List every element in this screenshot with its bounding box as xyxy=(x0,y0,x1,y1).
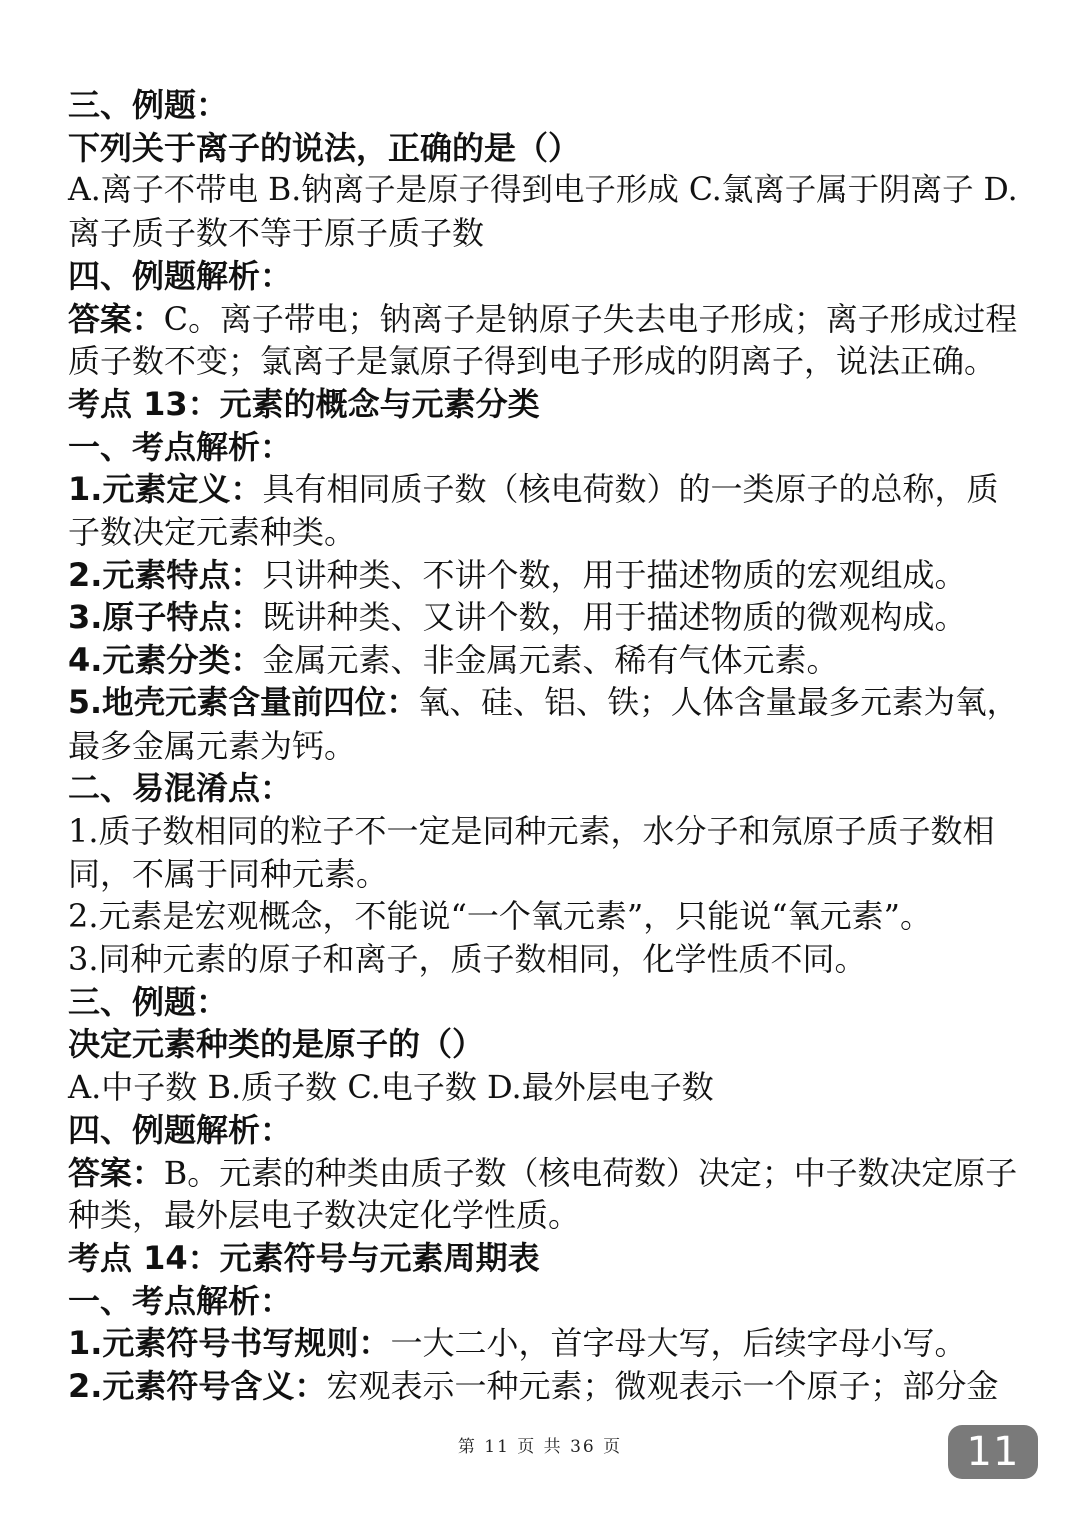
text-line xyxy=(68,1109,1018,1152)
text-line xyxy=(68,810,1018,853)
text-line xyxy=(68,1280,1018,1323)
text-line xyxy=(68,1152,1018,1195)
text-line xyxy=(68,981,1018,1024)
text-line xyxy=(68,511,1018,554)
text-line xyxy=(68,639,1018,682)
line-bold: 2.元素符号含义： xyxy=(68,1367,327,1406)
text-line xyxy=(68,1066,1018,1109)
page-number-badge: 11 xyxy=(948,1425,1038,1479)
line-bold: 考点 13：元素的概念与元素分类 xyxy=(68,384,540,423)
line-bold: 下列关于离子的说法，正确的是（） xyxy=(68,128,581,167)
text-line xyxy=(68,1023,1018,1066)
line-bold: 决定元素种类的是原子的（） xyxy=(68,1025,485,1064)
line-text: 具有相同质子数（核电荷数）的一类原子的总称，质 xyxy=(262,470,999,509)
text-line xyxy=(68,298,1018,341)
line-bold: 二、易混淆点： xyxy=(68,769,293,808)
line-text: 既讲种类、又讲个数，用于描述物质的微观构成。 xyxy=(262,598,967,637)
line-text: 只讲种类、不讲个数，用于描述物质的宏观组成。 xyxy=(262,555,967,594)
line-bold: 四、例题解析： xyxy=(68,1110,293,1149)
text-line xyxy=(68,255,1018,298)
line-bold: 答案： xyxy=(68,1153,164,1192)
text-line xyxy=(68,853,1018,896)
line-text: 2.元素是宏观概念，不能说“一个氧元素”，只能说“氧元素”。 xyxy=(68,897,932,936)
line-bold: 一、考点解析： xyxy=(68,1281,293,1320)
line-text: B。元素的种类由质子数（核电荷数）决定；中子数决定原子 xyxy=(163,1153,1018,1192)
line-bold: 1.元素定义： xyxy=(68,470,263,509)
line-bold: 考点 14：元素符号与元素周期表 xyxy=(68,1238,540,1277)
line-bold: 三、例题： xyxy=(68,982,229,1021)
line-text: 宏观表示一种元素；微观表示一个原子；部分金 xyxy=(326,1367,999,1406)
line-text: 离子质子数不等于原子质子数 xyxy=(68,214,485,253)
text-line xyxy=(68,1237,1018,1280)
text-line xyxy=(68,426,1018,469)
text-line xyxy=(68,1194,1018,1237)
text-line xyxy=(68,383,1018,426)
line-bold: 5.地壳元素含量前四位： xyxy=(68,684,418,721)
line-bold: 三、例题： xyxy=(68,86,229,124)
line-bold: 4.元素分类： xyxy=(68,641,263,680)
line-bold: 3.原子特点： xyxy=(68,598,263,637)
text-line xyxy=(68,895,1018,938)
text-line xyxy=(68,212,1018,255)
line-text: 氧、硅、铝、铁；人体含量最多元素为氧， xyxy=(417,684,1019,721)
text-line xyxy=(68,596,1018,639)
line-text: 质子数不变；氯离子是氯原子得到电子形成的阴离子，说法正确。 xyxy=(68,342,997,381)
document-body xyxy=(68,84,1018,1408)
text-line xyxy=(68,682,1018,725)
text-line xyxy=(68,554,1018,597)
line-bold: 2.元素特点： xyxy=(68,555,263,594)
text-line xyxy=(68,1365,1018,1408)
text-line xyxy=(68,1322,1018,1365)
line-bold: 答案： xyxy=(68,299,164,338)
text-line xyxy=(68,938,1018,981)
line-text: C。离子带电；钠离子是钠原子失去电子形成；离子形成过程 xyxy=(163,299,1018,338)
text-line xyxy=(68,169,1018,212)
line-text: A.离子不带电 B.钠离子是原子得到电子形成 C.氯离子属于阴离子 D. xyxy=(68,172,1018,209)
line-text: 子数决定元素种类。 xyxy=(68,513,357,552)
line-text: 一大二小，首字母大写，后续字母小写。 xyxy=(390,1324,967,1363)
text-line xyxy=(68,127,1018,170)
line-bold: 四、例题解析： xyxy=(68,256,293,295)
page-footer: 第 11 页 共 36 页 xyxy=(457,1437,623,1457)
line-text: 同，不属于同种元素。 xyxy=(68,854,389,893)
text-line xyxy=(68,340,1018,383)
line-text: 种类，最外层电子数决定化学性质。 xyxy=(68,1196,581,1235)
text-line xyxy=(68,725,1018,768)
line-text: A.中子数 B.质子数 C.电子数 D.最外层电子数 xyxy=(68,1068,714,1107)
line-text: 最多金属元素为钙。 xyxy=(68,726,357,765)
line-bold: 1.元素符号书写规则： xyxy=(68,1324,391,1363)
text-line xyxy=(68,468,1018,511)
text-line xyxy=(68,84,1018,127)
line-text: 1.质子数相同的粒子不一定是同种元素，水分子和氖原子质子数相 xyxy=(68,811,995,850)
text-line xyxy=(68,767,1018,810)
line-text: 3.同种元素的原子和离子，质子数相同，化学性质不同。 xyxy=(68,940,867,979)
line-bold: 一、考点解析： xyxy=(68,427,293,466)
line-text: 金属元素、非金属元素、稀有气体元素。 xyxy=(262,641,839,680)
